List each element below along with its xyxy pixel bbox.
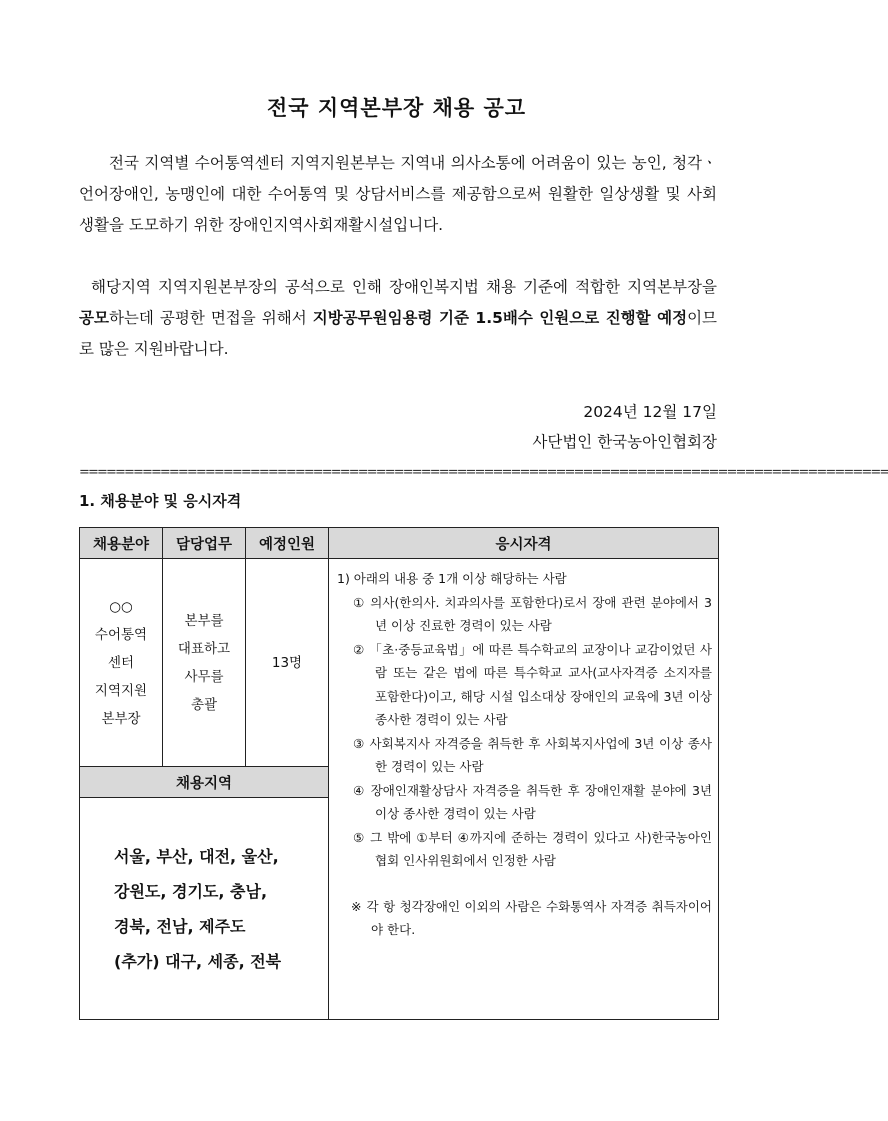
cell-field xyxy=(80,559,163,767)
page-title: 전국 지역본부장 채용 공고 xyxy=(266,96,527,120)
region-line: (추가) 대구, 세종, 전북 xyxy=(114,951,282,971)
header-field: 채용분야 xyxy=(80,528,163,559)
intro-paragraph: 전국 지역별 수어통역센터 지역지원본부는 지역내 의사소통에 어려움이 있는 농인, 청각ㆍ언어장애인, 농맹인에 대한 수어통역 및 상담서비스를 제공함으로써 원활한 일상생활 및 사회생활을 도모하기 위한 장애인지역사회재활시설입니다. xyxy=(79,154,717,234)
field-line: ○○ xyxy=(109,598,133,615)
field-line: 본부장 xyxy=(101,710,141,727)
duty-line: 사무를 xyxy=(184,668,224,685)
notice-text-1: 해당지역 지역지원본부장의 공석으로 인해 장애인복지법 채용 기준에 적합한 지역본부장을 xyxy=(91,278,717,296)
qualification-item: ⑤ 그 밖에 ①부터 ④까지에 준하는 경력이 있다고 사)한국농아인협회 인사위원회에서 인정한 사람 xyxy=(353,829,712,868)
duty-line: 대표하고 xyxy=(177,640,231,657)
qualification-item: ② 「초·중등교육법」에 따른 특수학교의 교장이나 교감이었던 사람 또는 같은 법에 따른 특수학교 교사(교사자격증 소지자를 포함한다)이고, 해당 시설 입소대상 장애인의 교육에 3년 이상 종사한 경력이 있는 사람 xyxy=(353,641,712,727)
table-row xyxy=(80,559,719,767)
header-qualification: 응시자격 xyxy=(329,528,719,559)
field-line: 수어통역 xyxy=(94,626,148,643)
qualification-item: ① 의사(한의사. 치과의사를 포함한다)로서 장애 관련 분야에서 3년 이상 진료한 경력이 있는 사람 xyxy=(353,594,712,633)
field-line: 센터 xyxy=(107,654,135,671)
qualification-item: ④ 장애인재활상담사 자격증을 취득한 후 장애인재활 분야에 3년 이상 종사한 경력이 있는 사람 xyxy=(353,782,712,821)
recruitment-table xyxy=(79,527,719,1020)
qualification-note: ※ 각 항 청각장애인 이외의 사람은 수화통역사 자격증 취득자이어야 한다. xyxy=(351,898,712,937)
region-list xyxy=(80,798,329,1020)
separator-line: ========================================================================================== xyxy=(79,465,888,480)
qualification-item: ③ 사회복지사 자격증을 취득한 후 사회복지사업에 3년 이상 종사한 경력이 있는 사람 xyxy=(353,735,712,774)
region-line: 강원도, 경기도, 충남, xyxy=(114,881,268,901)
header-duty: 담당업무 xyxy=(163,528,246,559)
section-heading: 1. 채용분야 및 응시자격 xyxy=(79,492,242,510)
notice-bold-1: 공모 xyxy=(79,309,109,327)
duty-line: 본부를 xyxy=(184,612,224,629)
notice-text-3: 이므로 많은 지원바랍니다. xyxy=(79,309,718,358)
field-line: 지역지원 xyxy=(94,682,148,699)
duty-line: 총괄 xyxy=(190,696,218,713)
region-line: 경북, 전남, 제주도 xyxy=(114,916,246,936)
region-header: 채용지역 xyxy=(80,767,329,798)
qualification-lead: 1) 아래의 내용 중 1개 이상 해당하는 사람 xyxy=(337,571,567,586)
region-line: 서울, 부산, 대전, 울산, xyxy=(114,846,279,866)
notice-date: 2024년 12월 17일 xyxy=(583,403,717,421)
table-header-row xyxy=(80,528,719,559)
notice-paragraph xyxy=(79,272,717,365)
cell-duty xyxy=(163,559,246,767)
issuer: 사단법인 한국농아인협회장 xyxy=(532,433,717,451)
cell-qualification xyxy=(329,559,719,1020)
notice-bold-2: 지방공무원임용령 기준 1.5배수 인원으로 진행할 예정 xyxy=(312,309,688,327)
notice-text-2: 하는데 공평한 면접을 위해서 xyxy=(108,309,313,327)
cell-count: 13명 xyxy=(246,559,329,767)
header-count: 예정인원 xyxy=(246,528,329,559)
